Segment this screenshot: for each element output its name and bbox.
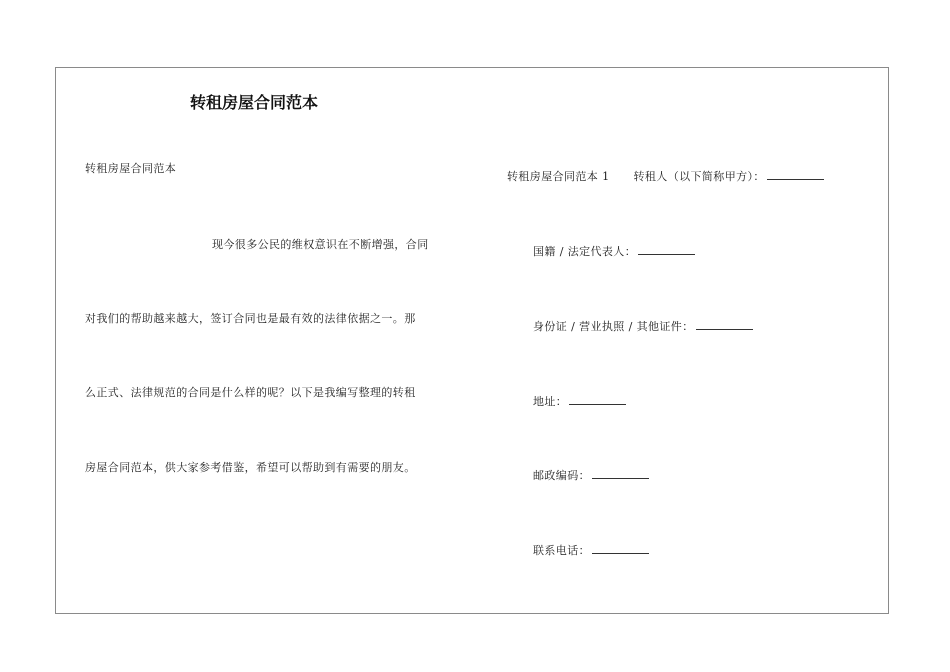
field-phone — [533, 542, 649, 558]
field-phone-blank — [592, 544, 649, 554]
field-nationality — [533, 243, 695, 259]
field-address — [533, 393, 626, 409]
field-id-document-blank — [696, 320, 753, 330]
document-title: 转租房屋合同范本 — [190, 93, 319, 112]
paragraph-line-2: 对我们的帮助越来越大，签订合同也是最有效的法律依据之一。那 — [85, 312, 416, 325]
field-postal-code — [533, 467, 649, 483]
field-postal-code-blank — [592, 469, 649, 479]
paragraph-line-3: 么正式、法律规范的合同是什么样的呢？以下是我编写整理的转租 — [85, 386, 416, 399]
document-page — [55, 67, 889, 614]
field-id-document-label: 身份证 / 营业执照 / 其他证件： — [533, 320, 694, 333]
left-subheading: 转租房屋合同范本 — [85, 162, 177, 175]
contract-number-label: 转租房屋合同范本 1 — [507, 170, 610, 183]
field-address-label: 地址： — [533, 395, 568, 408]
sublessor-blank — [767, 170, 824, 180]
contract-section-heading — [507, 168, 824, 184]
field-phone-label: 联系电话： — [533, 544, 590, 557]
field-address-blank — [569, 395, 626, 405]
field-nationality-blank — [638, 245, 695, 255]
paragraph-line-4: 房屋合同范本，供大家参考借鉴，希望可以帮助到有需要的朋友。 — [85, 461, 416, 474]
field-id-document — [533, 318, 753, 334]
field-nationality-label: 国籍 / 法定代表人： — [533, 245, 637, 258]
sublessor-label: 转租人（以下简称甲方）： — [633, 170, 765, 183]
paragraph-line-1: 现今很多公民的维权意识在不断增强，合同 — [212, 238, 429, 251]
field-postal-code-label: 邮政编码： — [533, 469, 590, 482]
